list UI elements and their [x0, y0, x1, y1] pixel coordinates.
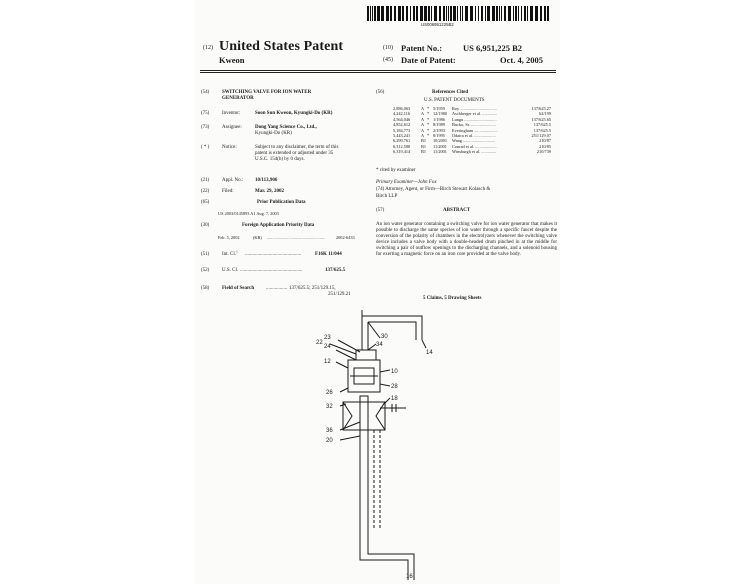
barcode-bar [413, 6, 415, 21]
barcode-bar [485, 6, 486, 21]
citation-kind: B1 [421, 143, 427, 149]
barcode [367, 6, 550, 21]
title-line-2: GENERATOR [222, 96, 254, 101]
barcode-bar [478, 6, 479, 21]
appl-value: 10/113,906 [255, 178, 278, 183]
citation-cls: 137/625.5 [533, 127, 551, 133]
barcode-bar [499, 6, 500, 21]
inventor-surname: Kweon [219, 55, 245, 65]
intcl-code: (51) [201, 252, 210, 257]
citation-star: * [427, 106, 430, 111]
drawing-label-36: 36 [326, 428, 333, 434]
citation-cls: 137/625.5 [533, 122, 551, 128]
citation-cls: 210/739 [536, 149, 551, 155]
foreign-country: (KR) [253, 235, 262, 240]
pipe-wall-dash [374, 430, 380, 530]
barcode-bar [439, 6, 441, 21]
citation-star: * [427, 116, 430, 122]
barcode-bar [508, 6, 511, 21]
foreign-heading: Foreign Application Priority Data [242, 223, 315, 228]
field-dots: ................. [266, 286, 288, 291]
leader-18 [384, 398, 390, 404]
barcode-bar [460, 6, 461, 21]
citation-star: * [427, 122, 430, 128]
field-line-2: 251/129.21 [328, 292, 351, 297]
code-45: (45) [383, 57, 393, 63]
patent-drawing [310, 310, 445, 580]
prior-heading: Prior Publication Data [257, 200, 306, 205]
barcode-bar [434, 6, 437, 21]
leader-26 [340, 388, 348, 392]
leader-23 [338, 340, 360, 352]
citation-no: 4,564,046 [393, 116, 411, 122]
uscl-code: (52) [201, 268, 210, 273]
citation-cls: 62/199 [539, 111, 551, 117]
leader-28 [380, 384, 390, 386]
barcode-bar [530, 6, 533, 21]
barcode-bar [390, 6, 392, 21]
intcl-value: F16K 11/044 [315, 252, 342, 257]
leader-24 [336, 350, 356, 360]
citation-star: * [427, 127, 430, 133]
drawing-label-20: 20 [326, 438, 333, 444]
field-code: (58) [201, 286, 210, 291]
leader-20 [340, 436, 360, 440]
notice-line-1: Subject to any disclaimer, the term of this [255, 145, 339, 150]
assignee-label: Assignee: [222, 125, 242, 130]
filed-value: Mar. 29, 2002 [255, 189, 284, 194]
citation-cls: 251/129.07 [531, 133, 551, 139]
claims-summary: 5 Claims, 5 Drawing Sheets [423, 296, 482, 301]
leader-30 [368, 322, 380, 338]
barcode-bar [521, 6, 522, 21]
refs-heading: References Cited [432, 90, 469, 95]
barcode-bar [513, 6, 514, 21]
prior-code: (65) [201, 200, 210, 205]
barcode-bar [372, 6, 373, 21]
uscl-dots: .................................................. [240, 268, 303, 273]
foreign-date: Feb. 5, 2002 [218, 235, 240, 240]
notice-line-2: patent is extended or adjusted under 35 [255, 151, 334, 156]
notice-label: Notice: [222, 145, 237, 150]
barcode-bar [470, 6, 473, 21]
patent-page [195, 0, 560, 584]
citation-date: 5/1959 [433, 106, 445, 111]
citation-name: Bucko, Sr. ....................... [452, 122, 496, 128]
title-code: (54) [201, 90, 210, 95]
drawing-label-23: 23 [324, 335, 331, 341]
barcode-bar [524, 6, 526, 21]
barcode-bar [544, 6, 546, 21]
citation-list [393, 106, 553, 155]
inventor-label: Inventor: [222, 111, 241, 116]
citation-kind: A [421, 106, 425, 111]
citation-star: * [427, 133, 430, 139]
patent-number: US 6,951,225 B2 [463, 43, 523, 53]
intcl-dots: ............................................. [245, 252, 302, 257]
citation-name: Roy .................................. [452, 106, 497, 111]
citation-date: 10/2001 [433, 138, 448, 144]
citation-no: 6,299,761 [393, 138, 411, 144]
drawing-label-22: 22 [316, 340, 323, 346]
barcode-number: US006951225B2 [421, 22, 454, 27]
barcode-bar [428, 6, 430, 21]
barcode-bar [420, 6, 423, 21]
barcode-bar [416, 6, 418, 21]
code-12: (12) [203, 45, 213, 51]
barcode-bar [394, 6, 396, 21]
barcode-bar [501, 6, 502, 21]
appl-code: (21) [201, 178, 210, 183]
patent-no-label: Patent No.: [401, 43, 443, 53]
header-rule [200, 70, 556, 71]
barcode-bar [547, 6, 549, 21]
header-rule-2 [200, 72, 556, 73]
patent-date: Oct. 4, 2005 [500, 55, 543, 65]
barcode-bar [481, 6, 483, 21]
citation-name: Aschberger et al. .............. [452, 111, 498, 117]
barcode-bar [443, 6, 445, 21]
abstract-code: (57) [376, 208, 385, 213]
citation-no: 5,443,241 [393, 133, 411, 139]
citation-date: 8/1989 [433, 122, 445, 128]
citation-no: 4,852,612 [393, 122, 411, 128]
drawing-label-10: 10 [391, 369, 398, 375]
citation-kind: A [421, 111, 425, 117]
foreign-number: 2002-6433 [336, 235, 355, 240]
drawing-label-34: 34 [376, 342, 383, 348]
outlet-pipe-top [362, 310, 422, 340]
citation-no: 2,886,063 [393, 106, 411, 111]
barcode-bar [448, 6, 449, 21]
drawing-label-12: 12 [324, 359, 331, 365]
barcode-bar [515, 6, 517, 21]
barcode-bar [398, 6, 401, 21]
code-10: (10) [383, 45, 393, 51]
drawing-label-16: 16 [406, 574, 413, 580]
citation-name: Lungu .............................. [452, 116, 497, 122]
citation-no: 6,319,414 [393, 149, 411, 155]
citation-date: 2/1993 [433, 127, 445, 133]
leader-34 [368, 344, 376, 350]
filed-label: Filed: [222, 189, 234, 194]
barcode-bar [518, 6, 519, 21]
barcode-bar [386, 6, 389, 21]
citation-kind: A [421, 127, 425, 133]
field-line-1: 137/625.5; 251/129.15, [289, 286, 336, 291]
barcode-bar [457, 6, 458, 21]
barcode-bar [462, 6, 463, 21]
citation-kind: A [421, 133, 425, 139]
citation-cls: 137/625.65 [531, 116, 551, 122]
citation-no: 5,184,773 [393, 127, 411, 133]
citation-kind: A [421, 122, 425, 128]
uscl-value: 137/625.5 [325, 268, 346, 273]
drawing-label-32: 32 [326, 404, 333, 410]
assignee-code: (73) [201, 125, 210, 130]
iron-core [360, 396, 368, 430]
leader-14 [422, 340, 426, 348]
citation-date: 11/2001 [433, 149, 447, 155]
title-line-1: SWITCHING VALVE FOR ION WATER [222, 90, 312, 95]
barcode-bar [431, 6, 432, 21]
citation-no: 6,312,588 [393, 143, 411, 149]
barcode-bar [453, 6, 456, 21]
barcode-bar [465, 6, 468, 21]
drawing-label-18: 18 [391, 396, 398, 402]
barcode-bar [446, 6, 447, 21]
barcode-bar [381, 6, 384, 21]
barcode-bar [535, 6, 538, 21]
barcode-bar [450, 6, 453, 21]
citation-name: Winsburgh et al. .............. [452, 149, 497, 155]
citation-date: 8/1995 [433, 133, 445, 139]
abstract-text: An ion water generator containing a switching valve for ion water generator that makes it possible to discharge the same species of ion water through a specific faucet despite the conversion of the polarity of chambers in the electrolyzers whenever the switching valve device includes a valve body with a double-headed drum pinched in at the middle for switching a pair of outflow openings to the discharging channels, and a solenoid housing for exerting a magnetic force on an iron core provided at the valve body. [376, 222, 557, 258]
inventor-value: Soon Sun Kweon, Kyungki-Do (KR) [255, 111, 333, 116]
appl-label: Appl. No.: [222, 178, 244, 183]
barcode-bar [374, 6, 376, 21]
citation-kind: B1 [421, 149, 427, 155]
field-label: Field of Search [222, 286, 255, 291]
barcode-bar [487, 6, 490, 21]
uscl-label: U.S. Cl. [222, 268, 239, 273]
drawing-label-14: 14 [426, 350, 433, 356]
foreign-code: (30) [201, 223, 210, 228]
attorney-line-1: (74) Attorney, Agent, or Firm—Birch Stewart Kolasch & [376, 187, 491, 192]
barcode-bar [410, 6, 411, 21]
leader-12 [336, 362, 348, 368]
citation-kind: B1 [421, 138, 427, 144]
primary-examiner: Primary Examiner—John Fox [376, 180, 437, 185]
barcode-bar [406, 6, 408, 21]
drawing-label-24: 24 [324, 344, 331, 350]
citation-row [393, 149, 553, 154]
barcode-bar [377, 6, 380, 21]
citation-star: * [427, 111, 430, 117]
prior-value: US 2003/0145893 A1 Aug. 7, 2003 [218, 211, 279, 216]
electrical-lead [380, 404, 406, 412]
citation-name: Odaira et al. .................... [452, 133, 496, 139]
citation-kind: A [421, 116, 425, 122]
barcode-bar [370, 6, 371, 21]
citation-name: Wang .............................. [452, 138, 496, 144]
barcode-bar [540, 6, 542, 21]
intcl-label: Int. Cl.⁷ [222, 252, 238, 257]
leader-22 [330, 344, 356, 354]
abstract-heading: ABSTRACT [443, 208, 471, 213]
citation-cls: 210/85 [539, 143, 551, 149]
barcode-bar [402, 6, 404, 21]
assignee-line-2: Kyungki-Do (KR) [255, 131, 292, 136]
citation-cls: 210/87 [539, 138, 551, 144]
barcode-bar [424, 6, 427, 21]
citation-name: Everingham ...................... [452, 127, 498, 133]
leader-10 [380, 370, 390, 372]
drawing-label-30: 30 [381, 334, 388, 340]
assignee-line-1: Dong Yang Science Co., Ltd., [255, 125, 317, 130]
citation-cls: 137/625.27 [531, 106, 551, 111]
barcode-bar [367, 6, 369, 21]
citation-name: Conrad et al. .................... [452, 143, 497, 149]
drawing-label-28: 28 [391, 384, 398, 390]
barcode-bar [504, 6, 506, 21]
notice-code: ( * ) [201, 145, 210, 150]
barcode-bar [492, 6, 495, 21]
barcode-bar [475, 6, 476, 21]
citation-date: 1/1986 [433, 116, 445, 122]
notice-line-3: U.S.C. 154(b) by 0 days. [255, 157, 305, 162]
patent-type: United States Patent [219, 39, 344, 54]
barcode-bar [496, 6, 498, 21]
foreign-dots: ...................................................... [267, 235, 326, 240]
drawing-label-26: 26 [326, 390, 333, 396]
citation-no: 4,242,116 [393, 111, 411, 117]
filed-code: (22) [201, 189, 210, 194]
refs-subheading: U.S. PATENT DOCUMENTS [424, 98, 485, 103]
attorney-line-2: Birch LLP [376, 194, 398, 199]
date-label: Date of Patent: [401, 55, 456, 65]
cited-by-examiner: * cited by examiner [376, 168, 416, 173]
citation-date: 11/2001 [433, 143, 447, 149]
citation-date: 12/1980 [433, 111, 448, 117]
inventor-code: (75) [201, 111, 210, 116]
refs-code: (56) [376, 90, 385, 95]
barcode-bar [527, 6, 528, 21]
